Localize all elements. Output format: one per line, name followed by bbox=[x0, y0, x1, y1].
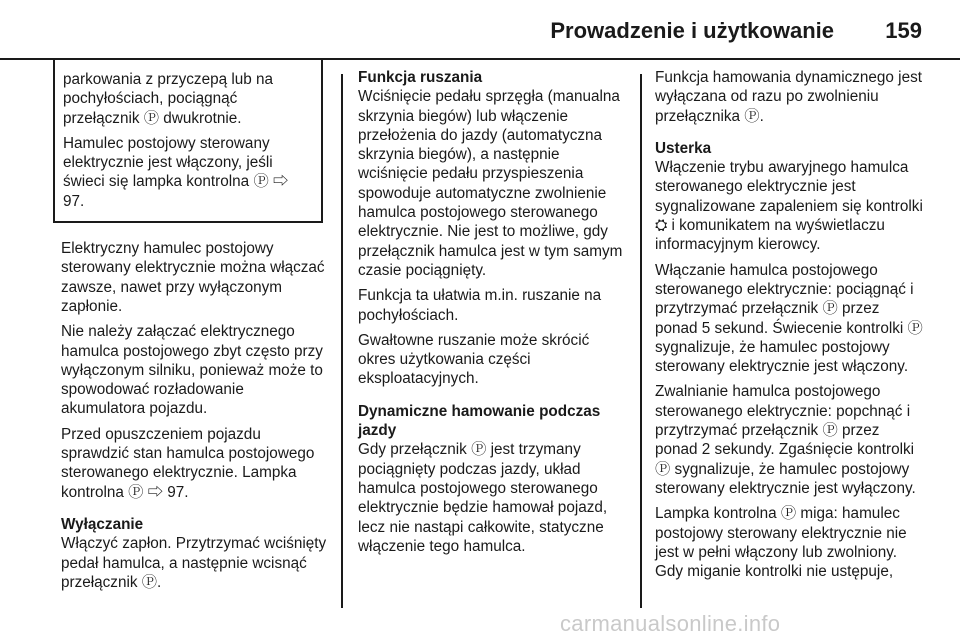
paragraph: Nie należy załączać elektrycznego hamulca postojowego zbyt często przy wyłączonym silniku, ponieważ może to spowodować rozładowanie akumulatora pojazdu. bbox=[61, 323, 323, 418]
note-box bbox=[53, 58, 323, 223]
paragraph: Gdy przełącznik Ⓟ jest trzymany pociągnięty podczas jazdy, układ hamulca postojowego sterowanego elektrycznie będzie hamował pojazd, lecz nie nastąpi całkowite, statyczne włączenie tego hamulca. bbox=[358, 441, 608, 555]
paragraph: Przed opuszczeniem pojazdu sprawdzić stan hamulca postojowego sterowanego elektrycznie. Lampka kontrolna Ⓟ ⇨ 97. bbox=[61, 425, 315, 501]
paragraph: Gwałtowne ruszanie może skrócić okres użytkowania części eksploatacyjnych. bbox=[358, 331, 590, 388]
text-column-2 bbox=[358, 68, 630, 562]
paragraph: Lampka kontrolna Ⓟ miga: hamulec postojowy sterowany elektrycznie nie jest w pełni włączony lub zwolniony. Gdy miganie kontrolki nie ustępuje, bbox=[655, 505, 907, 581]
section-heading-off: Wyłączanie bbox=[61, 515, 144, 533]
note-paragraph-1: parkowania z przyczepą lub na pochyłościach, pociągnąć przełącznik Ⓟ dwukrotnie. bbox=[63, 71, 274, 127]
text-column-1 bbox=[61, 68, 327, 598]
paragraph: Zwalnianie hamulca postojowego sterowanego elektrycznie: popchnąć i przytrzymać przełącznik Ⓟ przez ponad 2 sekundy. Zgaśnięcie kontrolki Ⓟ sygnalizuje, że hamulec postojowy sterowany elektrycznie jest wyłączony. bbox=[655, 383, 916, 497]
paragraph: Funkcja ta ułatwia m.in. ruszanie na pochyłościach. bbox=[358, 287, 602, 324]
section-heading-start: Funkcja ruszania bbox=[358, 69, 483, 86]
column-divider-2 bbox=[640, 74, 642, 608]
column-divider-1 bbox=[341, 74, 343, 608]
page-number: 159 bbox=[885, 18, 922, 43]
page-header bbox=[0, 0, 960, 58]
paragraph: Włączanie hamulca postojowego sterowanego elektrycznie: pociągnąć i przytrzymać przełącznik Ⓟ przez ponad 5 sekund. Świecenie kontrolki Ⓟ sygnalizuje, że hamulec postojowy sterowany elektrycznie jest włączony. bbox=[655, 261, 923, 376]
text-column-3 bbox=[655, 68, 925, 587]
paragraph: Włączyć zapłon. Przytrzymać wciśnięty pedał hamulca, a następnie wcisnąć przełącznik Ⓟ. bbox=[61, 535, 327, 591]
watermark: carmanualsonline.info bbox=[560, 611, 781, 636]
paragraph: Funkcja hamowania dynamicznego jest wyłączana od razu po zwolnieniu przełącznika Ⓟ. bbox=[655, 69, 922, 125]
paragraph: Wciśnięcie pedału sprzęgła (manualna skrzynia biegów) lub włączenie przełożenia do jazdy (automatyczna skrzynia biegów), a następnie wciśnięcie pedału przyspieszenia spowoduje automatyczne zwolnienie hamulca postojowego sterowanego elektrycznie. Nie jest to możliwe, gdy przełącznik hamulca jest w tym samym czasie pociągnięty. bbox=[358, 88, 623, 279]
section-heading-dynamic: Dynamiczne hamowanie podczas jazdy bbox=[358, 402, 601, 440]
note-paragraph-2: Hamulec postojowy sterowany elektrycznie jest włączony, jeśli świeci się lampka kontrolna Ⓟ ⇨ 97. bbox=[63, 134, 289, 210]
page-title: Prowadzenie i użytkowanie bbox=[550, 18, 834, 43]
paragraph: Włączenie trybu awaryjnego hamulca sterowanego elektrycznie jest sygnalizowane zapaleniem się kontrolki ⛭ i komunikatem na wyświetlaczu informacyjnym kierowcy. bbox=[655, 159, 923, 254]
section-heading-fault: Usterka bbox=[655, 139, 712, 157]
paragraph: Elektryczny hamulec postojowy sterowany elektrycznie można włączać zawsze, nawet przy wyłączonym zapłonie. bbox=[61, 240, 325, 315]
